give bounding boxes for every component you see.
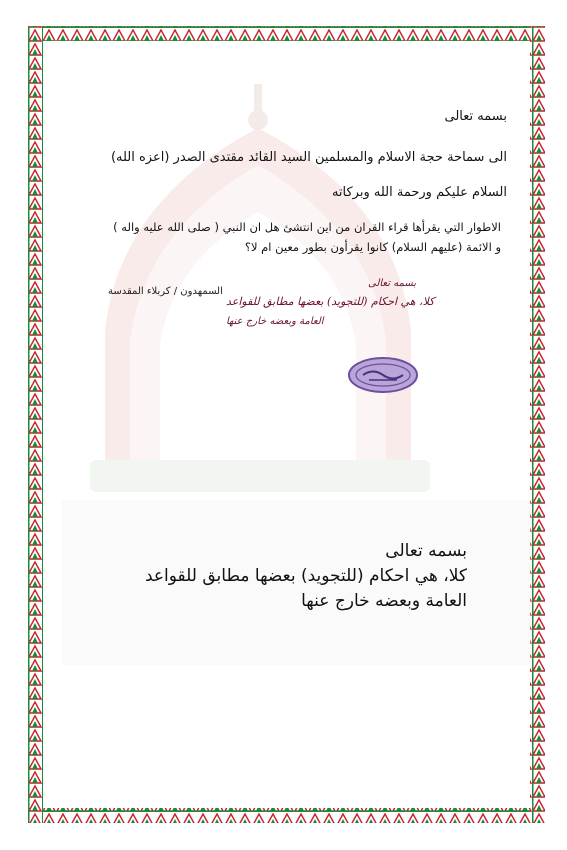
letter-addressee: الى سماحة حجة الاسلام والمسلمين السيد القائد مقتدى الصدر (اعزه الله) <box>110 150 507 165</box>
letter-basmala: بسمه تعالى <box>444 109 507 124</box>
handwritten-reply-line-2: العامة وبعضه خارج عنها <box>226 316 324 327</box>
letter-greeting: السلام عليكم ورحمة الله وبركاته <box>331 185 507 200</box>
handwritten-basmala: بسمه تعالى <box>368 278 417 289</box>
question-line-1: الاطوار التي يقرأها قراء القران من اين انتشئ هل ان النبي ( صلى الله عليه واله ) <box>113 220 501 234</box>
question-line-2: و الائمة (عليهم السلام) كانوا يقرأون بطور معين ام لا؟ <box>244 240 501 254</box>
handwritten-reply-line-1: كلا، هي احكام (للتجويد) بعضها مطابق للقواعد <box>226 295 435 308</box>
office-seal <box>347 356 419 394</box>
sender-name: السمهدون / كربلاء المقدسة <box>108 286 223 297</box>
answer-line-1: كلا، هي احكام (للتجويد) بعضها مطابق للقواعد <box>144 566 467 586</box>
answer-basmala: بسمه تعالى <box>385 541 467 561</box>
answer-line-2: العامة وبعضه خارج عنها <box>301 591 467 611</box>
